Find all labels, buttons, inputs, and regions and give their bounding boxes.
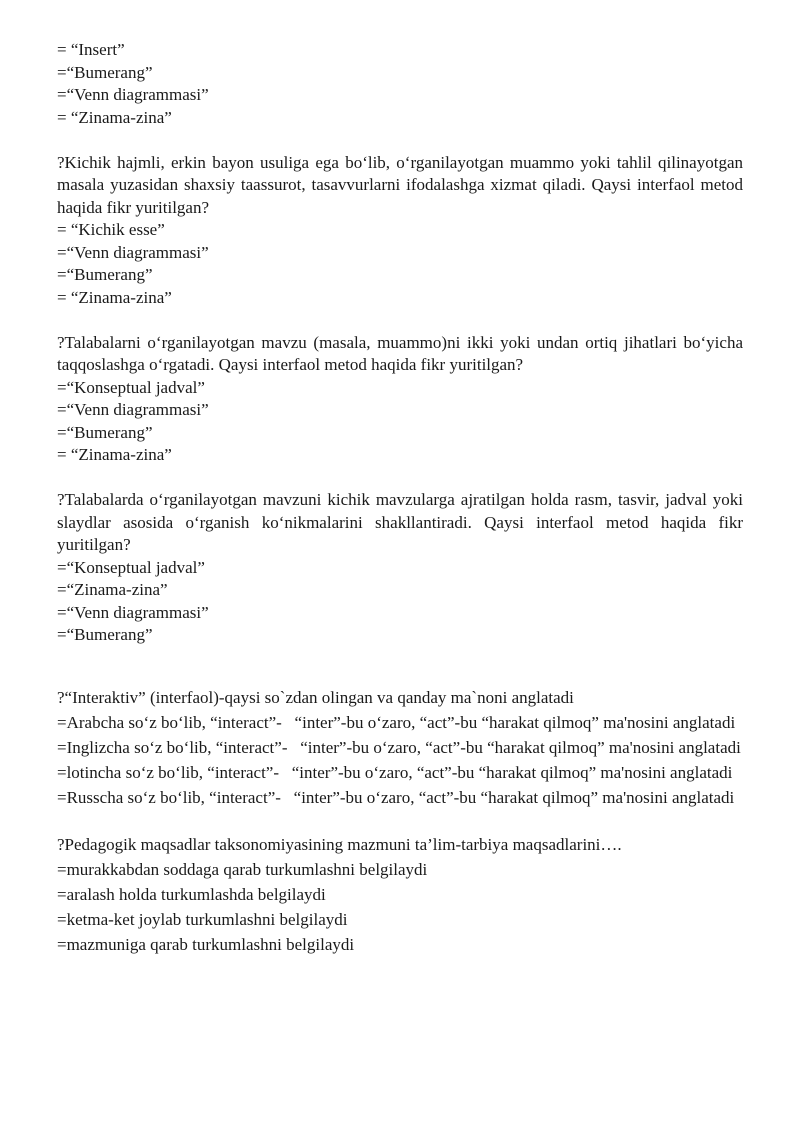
question-block-6 <box>57 832 743 957</box>
answer-option: =aralash holda turkumlashda belgilaydi <box>57 884 326 904</box>
document-page <box>57 39 748 957</box>
question-block-5 <box>57 685 743 810</box>
answer-option: = “Zinama-zina” <box>57 107 172 127</box>
answer-option: =lotincha so‘z bo‘lib, “interact”- “inter”-bu o‘zaro, “act”-bu “harakat qilmoq” ma'nosini anglatadi <box>57 762 733 782</box>
answer-option: =Inglizcha so‘z bo‘lib, “interact”- “inter”-bu o‘zaro, “act”-bu “harakat qilmoq” ma'nosini anglatadi <box>57 737 741 757</box>
answer-option: =“Konseptual jadval” <box>57 557 205 577</box>
answer-option: =“Venn diagrammasi” <box>57 85 209 104</box>
answer-option: =“Bumerang” <box>57 625 153 644</box>
spacer <box>57 309 743 332</box>
spacer <box>57 810 743 832</box>
question-text: ?Pedagogik maqsadlar taksonomiyasining mazmuni ta’lim-tarbiya maqsadlarini…. <box>57 834 622 854</box>
answer-option: =Arabcha so‘z bo‘lib, “interact”- “inter”-bu o‘zaro, “act”-bu “harakat qilmoq” ma'nosini anglatadi <box>57 712 736 732</box>
question-text: ?Talabalarni o‘rganilayotgan mavzu (masala, muammo)ni ikki yoki undan ortiq jihatlari bo‘yicha taqqoslashga o‘rgatadi. Qaysi interfaol metod haqida fikr yuritilgan? <box>57 332 748 374</box>
spacer <box>57 647 743 685</box>
answer-option: =“Konseptual jadval” <box>57 377 205 397</box>
question-text: ?Kichik hajmli, erkin bayon usuliga ega bo‘lib, o‘rganilayotgan muammo yoki tahlil qilinayotgan masala yuzasidan shaxsiy taassurot, tasavvurlarni ifodalashga xizmat qiladi. Qaysi interfaol metod haqida fikr yuritilgan? <box>57 152 748 217</box>
answer-option: = “Kichik esse” <box>57 220 165 239</box>
question-block-4 <box>57 489 748 647</box>
answer-option: =mazmuniga qarab turkumlashni belgilaydi <box>57 934 355 954</box>
question-text: ?“Interaktiv” (interfaol)-qaysi so`zdan olingan va qanday ma`noni anglatadi <box>57 687 574 707</box>
spacer <box>57 129 743 152</box>
answer-option: = “Zinama-zina” <box>57 287 172 307</box>
answer-option: =“Venn diagrammasi” <box>57 242 209 262</box>
question-block-2 <box>57 152 748 310</box>
answer-option: =Russcha so‘z bo‘lib, “interact”- “inter”-bu o‘zaro, “act”-bu “harakat qilmoq” ma'nosini anglatadi <box>57 787 735 807</box>
answer-option: =“Bumerang” <box>57 62 153 82</box>
answer-option: =“Bumerang” <box>57 422 153 442</box>
answer-option: =“Bumerang” <box>57 265 153 284</box>
question-block-3 <box>57 332 748 467</box>
question-block-1 <box>57 39 743 129</box>
answer-option: =murakkabdan soddaga qarab turkumlashni belgilaydi <box>57 859 428 879</box>
spacer <box>57 467 743 490</box>
answer-option: =“Venn diagrammasi” <box>57 602 209 622</box>
question-text: ?Talabalarda o‘rganilayotgan mavzuni kichik mavzularga ajratilgan holda rasm, tasvir, jadval yoki slaydlar asosida o‘rganish ko‘nikmalarini shakllantiradi. Qaysi interfaol metod haqida fikr yuritilgan? <box>57 490 748 554</box>
answer-option: =ketma-ket joylab turkumlashni belgilaydi <box>57 909 348 929</box>
answer-option: = “Zinama-zina” <box>57 445 172 464</box>
answer-option: =“Zinama-zina” <box>57 580 168 599</box>
answer-option: = “Insert” <box>57 40 125 59</box>
answer-option: =“Venn diagrammasi” <box>57 400 209 419</box>
